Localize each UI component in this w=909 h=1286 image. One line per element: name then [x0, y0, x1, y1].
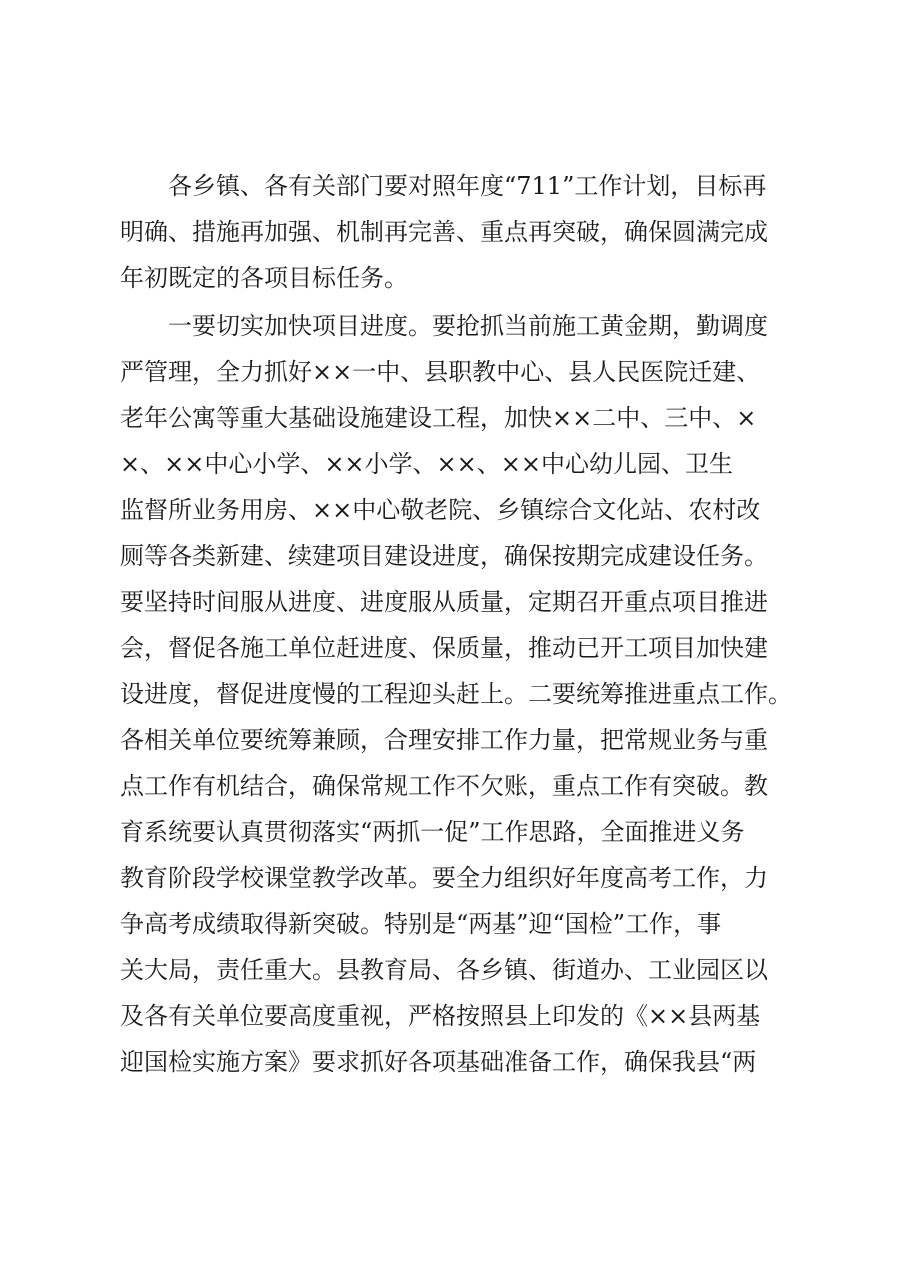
text-line-4: 一要切实加快项目进度。要抢抓当前施工黄金期，勤调度	[120, 312, 768, 340]
text-line-15: 育系统要认真贯彻落实“两抓一促”工作思路，全面推进义务	[120, 818, 745, 846]
text-line-20: 迎国检实施方案》要求抓好各项基础准备工作，确保我县“两	[120, 1048, 757, 1076]
text-line-10: 要坚持时间服从进度、进度服从质量，定期召开重点项目推进	[120, 588, 768, 616]
text-line-12: 设进度，督促进度慢的工程迎头赶上。二要统筹推进重点工作。	[120, 680, 792, 708]
text-line-17: 争高考成绩取得新突破。特别是“两基”迎“国检”工作，事	[120, 910, 722, 938]
text-line-18: 关大局，责任重大。县教育局、各乡镇、街道办、工业园区以	[120, 956, 768, 984]
text-line-14: 点工作有机结合，确保常规工作不欠账，重点工作有突破。教	[120, 772, 768, 800]
text-line-6: 老年公寓等重大基础设施建设工程，加快××二中、三中、×	[120, 404, 757, 432]
text-line-13: 各相关单位要统筹兼顾，合理安排工作力量，把常规业务与重	[120, 726, 768, 754]
text-line-3: 年初既定的各项目标任务。	[120, 264, 408, 292]
text-line-5: 严管理，全力抓好××一中、县职教中心、县人民医院迁建、	[120, 358, 761, 386]
text-line-8: 监督所业务用房、××中心敬老院、乡镇综合文化站、农村改	[120, 496, 761, 524]
text-line-7: ×、××中心小学、××小学、××、××中心幼儿园、卫生	[120, 450, 733, 478]
text-line-2: 明确、措施再加强、机制再完善、重点再突破，确保圆满完成	[120, 218, 768, 246]
text-line-11: 会，督促各施工单位赶进度、保质量，推动已开工项目加快建	[120, 634, 768, 662]
text-line-1: 各乡镇、各有关部门要对照年度“711”工作计划，目标再	[120, 172, 767, 200]
text-line-16: 教育阶段学校课堂教学改革。要全力组织好年度高考工作，力	[120, 864, 768, 892]
text-line-9: 厕等各类新建、续建项目建设进度，确保按期完成建设任务。	[120, 542, 768, 570]
text-line-19: 及各有关单位要高度重视，严格按照县上印发的《××县两基	[120, 1002, 761, 1030]
document-body	[120, 163, 810, 1085]
